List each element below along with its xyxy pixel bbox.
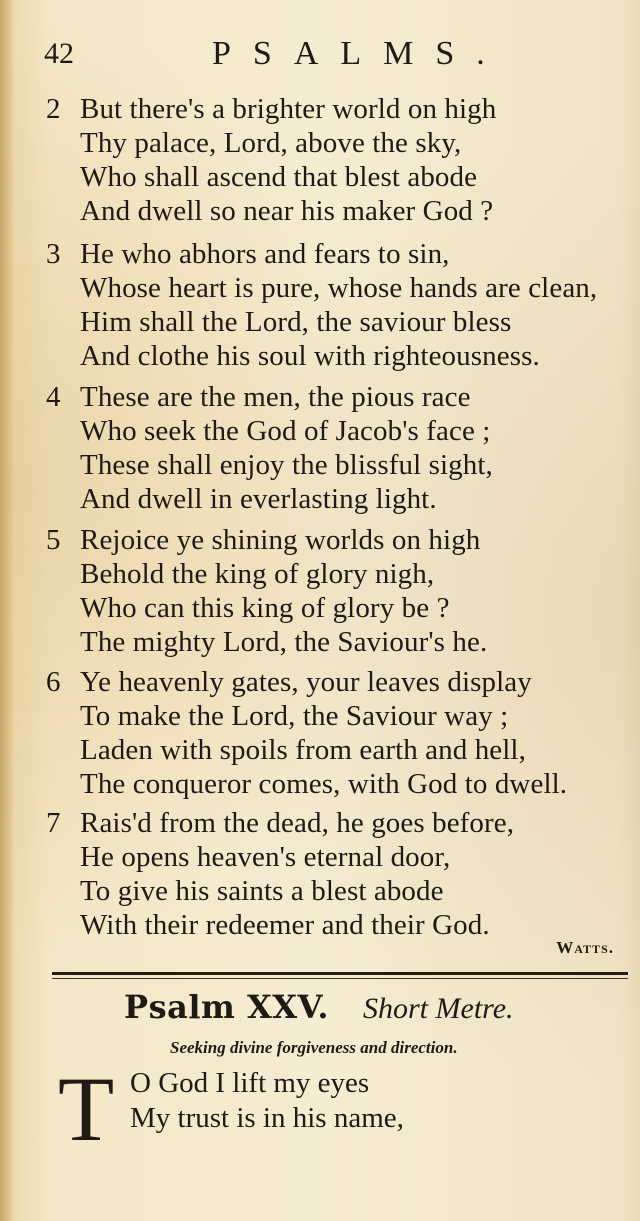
verse-line: And dwell in everlasting light. [80, 483, 437, 515]
verse-line: Thy palace, Lord, above the sky, [80, 127, 462, 159]
verse-line: Who shall ascend that blest abode [80, 161, 478, 193]
verse-line: To make the Lord, the Saviour way ; [80, 700, 509, 732]
verse-line: And dwell so near his maker God ? [80, 195, 494, 227]
verse-line: He opens heaven's eternal door, [80, 841, 451, 873]
psalm-heading [124, 988, 604, 1032]
opening-line: O God I lift my eyes [130, 1067, 370, 1099]
psalm-subtitle: Seeking divine forgiveness and direction. [170, 1038, 458, 1057]
verse-line: Behold the king of glory nigh, [80, 558, 435, 590]
verse-line: The mighty Lord, the Saviour's he. [80, 626, 488, 658]
drop-cap: T [58, 1058, 115, 1160]
verse-line: He who abhors and fears to sin, [80, 238, 450, 270]
verse-line: Rejoice ye shining worlds on high [80, 524, 481, 556]
hymn-attribution: Watts. [556, 938, 614, 957]
verse-line: Whose heart is pure, whose hands are clean, [80, 272, 598, 304]
verse-line: Rais'd from the dead, he goes before, [80, 807, 515, 839]
verse-number: 7 [46, 807, 61, 839]
verse-line: To give his saints a blest abode [80, 875, 444, 907]
verse-line: Ye heavenly gates, your leaves display [80, 666, 532, 698]
verse-number: 4 [46, 381, 61, 413]
verse-line: And clothe his soul with righteousness. [80, 340, 540, 372]
verse-number: 5 [46, 524, 61, 556]
verse-line: Laden with spoils from earth and hell, [80, 734, 526, 766]
page-gutter-shadow [0, 0, 14, 1221]
verse-line: Who can this king of glory be ? [80, 592, 450, 624]
verse-line: But there's a brighter world on high [80, 93, 497, 125]
page-number: 42 [44, 37, 74, 70]
verse-line: The conqueror comes, with God to dwell. [80, 768, 568, 800]
verse-line: These shall enjoy the blissful sight, [80, 449, 493, 481]
opening-line: My trust is in his name, [130, 1102, 404, 1134]
section-divider [52, 972, 628, 975]
verse-line: Him shall the Lord, the saviour bless [80, 306, 512, 338]
running-title: PSALMS. [212, 35, 507, 72]
psalm-title: Psalm XXV. [124, 988, 329, 1026]
section-divider-thin [52, 978, 628, 979]
page-header [44, 30, 604, 80]
psalm-meter: Short Metre. [363, 992, 514, 1025]
verse-number: 6 [46, 666, 61, 698]
verse-number: 2 [46, 93, 61, 125]
verse-line: These are the men, the pious race [80, 381, 471, 413]
verse-line: Who seek the God of Jacob's face ; [80, 415, 491, 447]
verse-line: With their redeemer and their God. [80, 909, 490, 941]
verse-number: 3 [46, 238, 61, 270]
